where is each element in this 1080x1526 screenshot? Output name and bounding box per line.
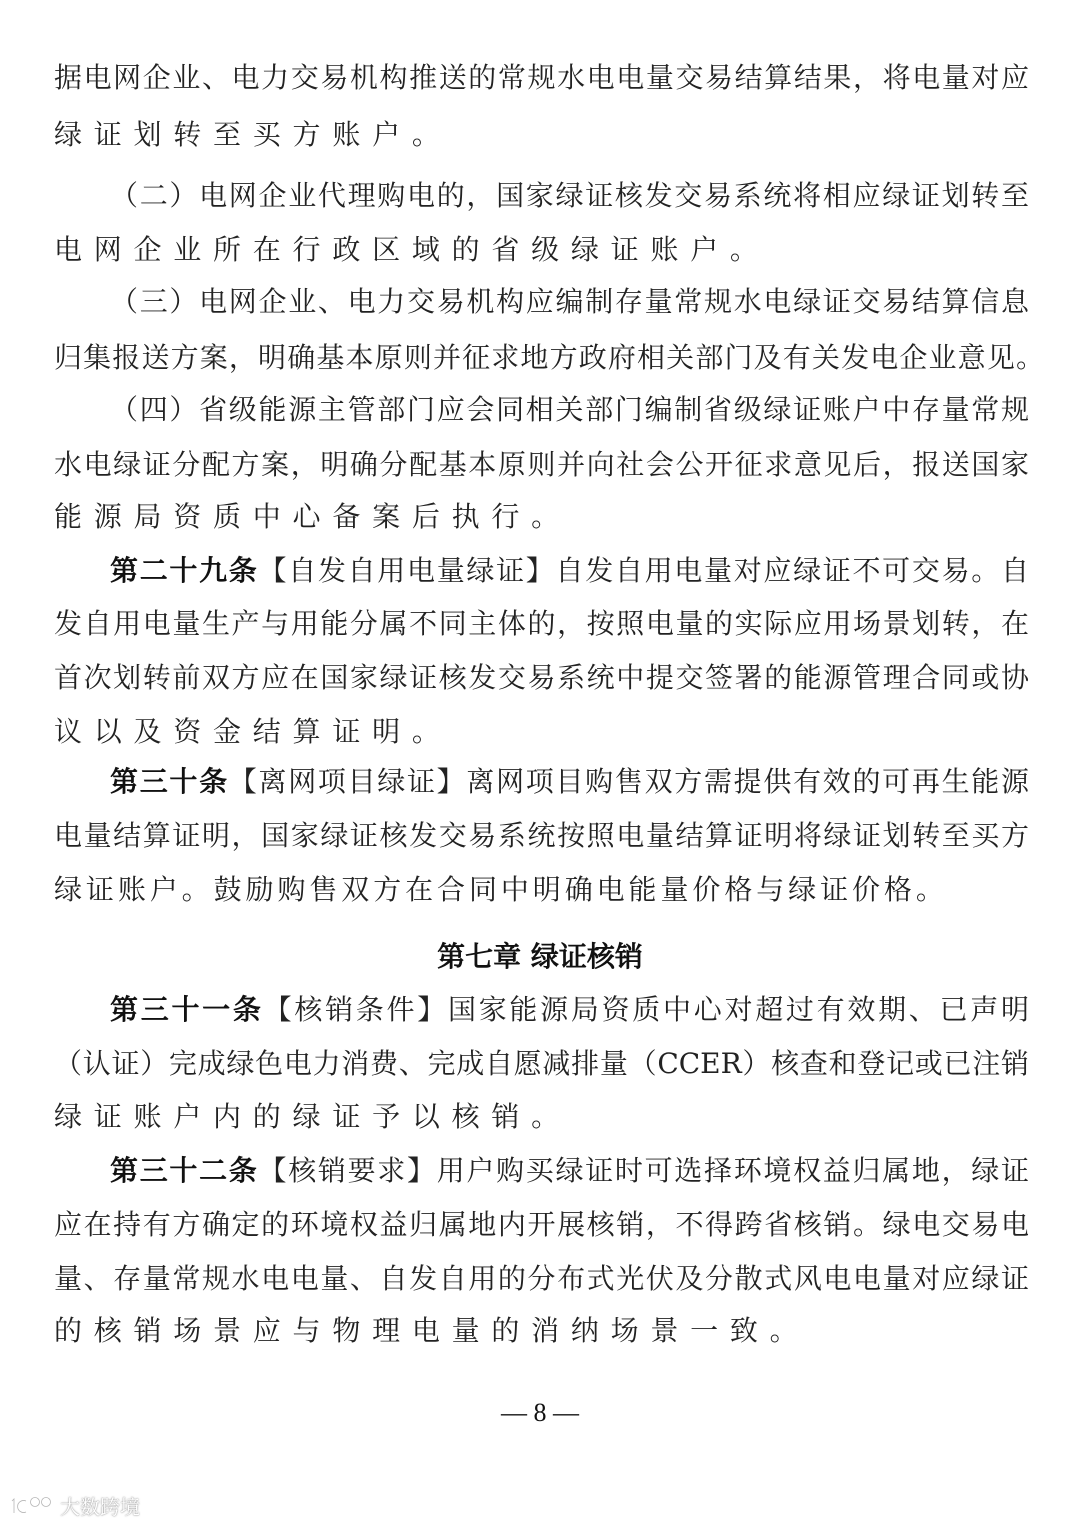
paragraph-line: （四）省级能源主管部门应会同相关部门编制省级绿证账户中存量常规 <box>110 393 1029 426</box>
page-number: — 8 — <box>501 1398 579 1427</box>
paragraph-line: 归集报送方案，明确基本原则并征求地方政府相关部门及有关发电企业意见。 <box>54 341 1044 374</box>
article-text: 国家能源局资质中心对超过有效期、已声明 <box>447 993 1029 1026</box>
article-30-first-line <box>110 762 1029 802</box>
watermark-text: 大数跨境 <box>60 1494 140 1519</box>
paragraph-line: 绿证划转至买方账户。 <box>54 118 452 151</box>
paragraph-line: 绿证账户。鼓励购售双方在合同中明确电能量价格与绿证价格。 <box>54 873 948 906</box>
article-29-first-line <box>110 551 1029 591</box>
paragraph-line: （二）电网企业代理购电的，国家绿证核发交易系统将相应绿证划转至 <box>110 179 1029 212</box>
paragraph-line: 的核销场景应与物理电量的消纳场景一致。 <box>54 1314 810 1347</box>
article-text: 离网项目购售双方需提供有效的可再生能源 <box>466 765 1029 798</box>
article-32-first-line <box>110 1151 1029 1191</box>
brand-logo-icon <box>10 1493 56 1517</box>
paragraph-line: 绿证账户内的绿证予以核销。 <box>54 1100 571 1133</box>
paragraph-line: 应在持有方确定的环境权益归属地内开展核销，不得跨省核销。绿电交易电 <box>54 1208 1029 1241</box>
article-title: 【核销条件】 <box>263 993 448 1026</box>
article-title: 【自发自用电量绿证】 <box>258 554 556 587</box>
article-31-first-line <box>110 990 1029 1030</box>
paragraph-line: 据电网企业、电力交易机构推送的常规水电电量交易结算结果，将电量对应 <box>54 61 1029 94</box>
paragraph-line: 议以及资金结算证明。 <box>54 715 452 748</box>
chapter-heading: 第七章 绿证核销 <box>437 940 643 973</box>
paragraph-line: （三）电网企业、电力交易机构应编制存量常规水电绿证交易结算信息 <box>110 285 1029 318</box>
article-number: 第三十二条 <box>110 1154 259 1187</box>
paragraph-line: （认证）完成绿色电力消费、完成自愿减排量（CCER）核查和登记或已注销 <box>54 1047 1029 1080</box>
paragraph-line: 水电绿证分配方案，明确分配基本原则并向社会公开征求意见后，报送国家 <box>54 448 1029 481</box>
article-number: 第三十一条 <box>110 993 264 1026</box>
article-text: 用户购买绿证时可选择环境权益归属地，绿证 <box>436 1154 1029 1187</box>
paragraph-line: 首次划转前双方应在国家绿证核发交易系统中提交签署的能源管理合同或协 <box>54 661 1029 694</box>
paragraph-line: 量、存量常规水电电量、自发自用的分布式光伏及分散式风电电量对应绿证 <box>54 1262 1029 1295</box>
article-title: 【离网项目绿证】 <box>228 765 467 798</box>
paragraph-line: 发自用电量生产与用能分属不同主体的，按照电量的实际应用场景划转，在 <box>54 607 1029 640</box>
article-number: 第二十九条 <box>110 554 259 587</box>
article-title: 【核销要求】 <box>258 1154 437 1187</box>
paragraph-line: 能源局资质中心备案后执行。 <box>54 500 571 533</box>
paragraph-line: 电量结算证明，国家绿证核发交易系统按照电量结算证明将绿证划转至买方 <box>54 819 1029 852</box>
article-number: 第三十条 <box>110 765 229 798</box>
paragraph-line: 电网企业所在行政区域的省级绿证账户。 <box>54 233 770 266</box>
article-text: 自发自用电量对应绿证不可交易。自 <box>555 554 1029 587</box>
watermark <box>10 1490 140 1520</box>
